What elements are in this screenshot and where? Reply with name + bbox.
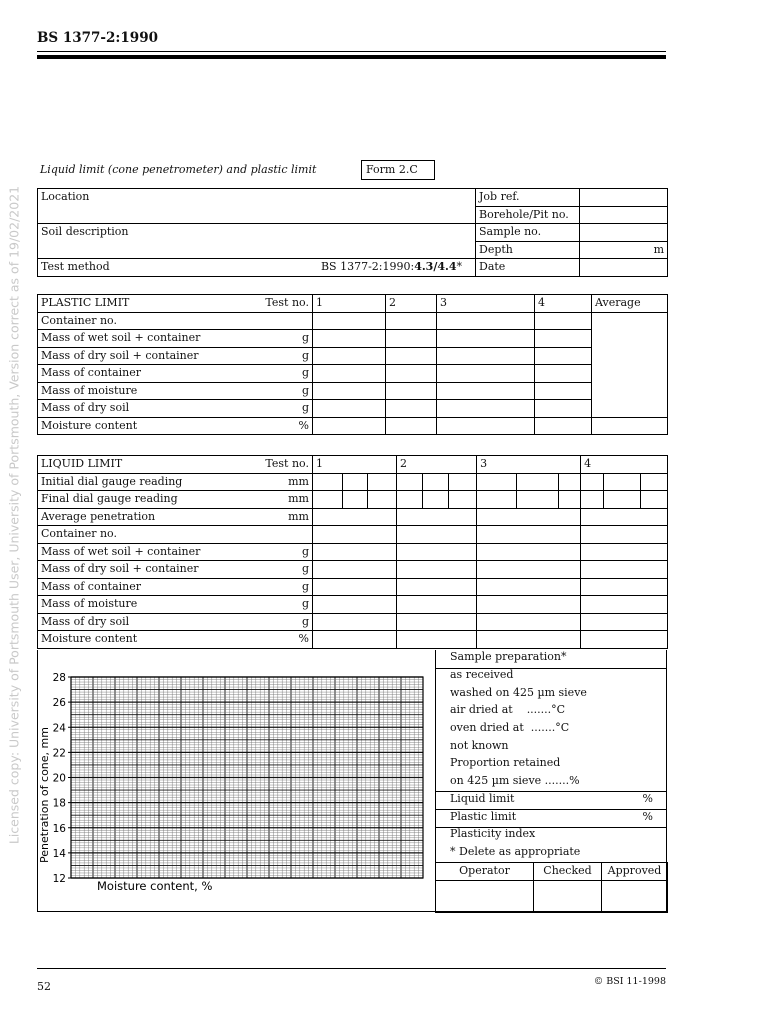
ll-row-label: Container no. [38, 526, 313, 544]
ll-cell[interactable] [397, 526, 477, 544]
info-table [37, 188, 668, 277]
ll-dial-cell[interactable] [368, 491, 397, 509]
pl-cell[interactable] [313, 400, 386, 418]
pl-cell[interactable] [313, 417, 386, 435]
ll-dial-cell[interactable] [368, 473, 397, 491]
ll-row-label: Mass of dry soil g [38, 613, 313, 631]
ll-cell[interactable] [477, 631, 581, 649]
pl-cell[interactable] [437, 382, 535, 400]
pl-cell[interactable] [313, 312, 386, 330]
ll-cell[interactable] [581, 526, 668, 544]
pl-cell[interactable] [437, 417, 535, 435]
pl-cell[interactable] [535, 347, 592, 365]
pl-row-label: Mass of dry soil + container g [38, 347, 313, 365]
chart-y-axis-label: Penetration of cone, mm [38, 727, 51, 863]
sample-prep-option[interactable]: not known [450, 739, 509, 752]
pl-row-label: Mass of moisture g [38, 382, 313, 400]
pl-cell[interactable] [386, 347, 437, 365]
ll-dial-cell[interactable] [559, 491, 581, 509]
y-tick-label: 18 [52, 797, 66, 810]
ll-dial-cell[interactable] [559, 473, 581, 491]
page-number: 52 [37, 980, 51, 993]
ll-cell[interactable] [397, 613, 477, 631]
penetration-chart[interactable] [37, 650, 435, 912]
ll-cell[interactable] [313, 543, 397, 561]
ll-dial-cell[interactable] [477, 473, 517, 491]
ll-dial-cell[interactable] [581, 491, 604, 509]
pl-col-1: 1 [313, 295, 386, 313]
sample-no-field[interactable] [580, 224, 668, 242]
pl-cell[interactable] [386, 417, 437, 435]
ll-cell[interactable] [313, 631, 397, 649]
form-code: Form 2.C [361, 160, 435, 180]
pl-average-cell[interactable] [592, 417, 668, 435]
sample-prep-option[interactable]: as received [450, 668, 514, 681]
pl-cell[interactable] [535, 400, 592, 418]
ll-cell[interactable] [581, 561, 668, 579]
liquid-limit-heading-cell: LIQUID LIMIT Test no. [38, 456, 313, 474]
plastic-limit-table [37, 294, 668, 435]
pl-cell[interactable] [437, 400, 535, 418]
ll-cell[interactable] [397, 508, 477, 526]
pl-cell[interactable] [386, 400, 437, 418]
sample-prep-heading: Sample preparation* [450, 650, 567, 663]
liquid-limit-table [37, 455, 668, 649]
pl-row-label: Mass of wet soil + container g [38, 330, 313, 348]
pl-cell[interactable] [535, 382, 592, 400]
ll-dial-cell[interactable] [397, 491, 423, 509]
location-field[interactable]: Location [38, 189, 476, 224]
ll-cell[interactable] [477, 508, 581, 526]
pl-cell[interactable] [386, 365, 437, 383]
copyright-notice: © BSI 11-1998 [593, 976, 666, 987]
pl-cell[interactable] [437, 365, 535, 383]
delete-note: * Delete as appropriate [450, 845, 581, 858]
ll-cell[interactable] [313, 578, 397, 596]
ll-cell[interactable] [477, 596, 581, 614]
ll-dial-cell[interactable] [477, 491, 517, 509]
pl-cell[interactable] [313, 382, 386, 400]
borehole-field[interactable] [580, 206, 668, 224]
sample-prep-option[interactable]: oven dried at .......°C [450, 721, 570, 734]
ll-cell[interactable] [313, 596, 397, 614]
y-tick-label: 24 [52, 722, 66, 735]
y-tick-label: 14 [52, 847, 66, 860]
ll-dial-cell[interactable] [343, 473, 368, 491]
pl-cell[interactable] [535, 417, 592, 435]
ll-cell[interactable] [477, 543, 581, 561]
ll-row-label: Mass of wet soil + container g [38, 543, 313, 561]
form-title: Liquid limit (cone penetrometer) and plastic limit [40, 163, 317, 176]
test-method-row: Test method BS 1377-2:1990:4.3/4.4* [38, 259, 476, 277]
pl-cell[interactable] [535, 365, 592, 383]
liquid-limit-result[interactable]: Liquid limit % [450, 792, 653, 805]
chart-x-axis-label: Moisture content, % [97, 879, 213, 893]
header-rule-thin [37, 51, 666, 52]
approved-field[interactable] [602, 880, 668, 912]
sample-prep-text[interactable]: on 425 µm sieve .......% [450, 774, 580, 787]
ll-cell[interactable] [397, 578, 477, 596]
ll-row-label: Initial dial gauge reading mm [38, 473, 313, 491]
pl-cell[interactable] [535, 312, 592, 330]
y-tick-label: 12 [52, 873, 66, 885]
pl-cell[interactable] [437, 330, 535, 348]
pl-cell[interactable] [386, 312, 437, 330]
pl-cell[interactable] [313, 365, 386, 383]
license-watermark [0, 160, 28, 870]
sample-prep-text: Proportion retained [450, 756, 561, 769]
ll-cell[interactable] [397, 631, 477, 649]
plasticity-index-result[interactable]: Plasticity index [450, 827, 536, 840]
header-rule-thick [37, 55, 666, 59]
soil-description-field[interactable]: Soil description [38, 224, 476, 259]
ll-dial-cell[interactable] [641, 473, 668, 491]
depth-field[interactable]: m [580, 241, 668, 259]
chart-grid [71, 677, 423, 878]
pl-col-2: 2 [386, 295, 437, 313]
date-label: Date [476, 259, 580, 277]
job-ref-label: Job ref. [476, 189, 580, 207]
ll-cell[interactable] [477, 526, 581, 544]
ll-row-label: Final dial gauge reading mm [38, 491, 313, 509]
ll-dial-cell[interactable] [581, 473, 604, 491]
sample-no-label: Sample no. [476, 224, 580, 242]
ll-cell[interactable] [313, 613, 397, 631]
watermark-text: Licensed copy: University of Portsmouth User, University of Portsmouth, Version correct as of 19/02/2021 [6, 185, 22, 845]
ll-dial-cell[interactable] [313, 491, 343, 509]
ll-cell[interactable] [313, 526, 397, 544]
ll-dial-cell[interactable] [449, 473, 477, 491]
y-tick-label: 20 [52, 772, 66, 785]
ll-cell[interactable] [581, 578, 668, 596]
ll-cell[interactable] [397, 561, 477, 579]
borehole-label: Borehole/Pit no. [476, 206, 580, 224]
y-tick-label: 28 [52, 672, 66, 684]
ll-dial-cell[interactable] [517, 473, 559, 491]
ll-dial-cell[interactable] [604, 491, 641, 509]
ll-cell[interactable] [397, 543, 477, 561]
sample-prep-option[interactable]: air dried at .......°C [450, 703, 566, 716]
checked-label: Checked [534, 863, 602, 881]
ll-row-label: Mass of dry soil + container g [38, 561, 313, 579]
document-title: BS 1377-2:1990 [37, 30, 158, 46]
ll-row-label: Mass of container g [38, 578, 313, 596]
ll-row-label: Average penetration mm [38, 508, 313, 526]
pl-row-label: Container no. [38, 312, 313, 330]
pl-cell[interactable] [313, 330, 386, 348]
pl-col-average: Average [592, 295, 668, 313]
ll-row-label: Mass of moisture g [38, 596, 313, 614]
ll-dial-cell[interactable] [604, 473, 641, 491]
ll-dial-cell[interactable] [517, 491, 559, 509]
pl-cell[interactable] [535, 330, 592, 348]
y-tick-label: 22 [52, 747, 66, 760]
ll-cell[interactable] [581, 543, 668, 561]
job-ref-field[interactable] [580, 189, 668, 207]
pl-col-4: 4 [535, 295, 592, 313]
y-tick-label: 16 [52, 822, 66, 835]
checked-field[interactable] [534, 880, 602, 912]
ll-col-2: 2 [397, 456, 477, 474]
footer-rule [37, 968, 666, 969]
pl-row-label: Mass of dry soil g [38, 400, 313, 418]
ll-cell[interactable] [313, 561, 397, 579]
ll-dial-cell[interactable] [343, 491, 368, 509]
pl-cell[interactable] [313, 347, 386, 365]
ll-cell[interactable] [581, 508, 668, 526]
ll-cell[interactable] [397, 596, 477, 614]
ll-dial-cell[interactable] [449, 491, 477, 509]
pl-cell[interactable] [386, 330, 437, 348]
ll-dial-cell[interactable] [397, 473, 423, 491]
test-method-value: BS 1377-2:1990:4.3/4.4* [320, 260, 462, 273]
pl-cell[interactable] [437, 347, 535, 365]
signoff-table [435, 862, 668, 913]
ll-cell[interactable] [581, 613, 668, 631]
approved-label: Approved [602, 863, 668, 881]
ll-cell[interactable] [313, 508, 397, 526]
ll-col-4: 4 [581, 456, 668, 474]
pl-cell[interactable] [386, 382, 437, 400]
y-tick-label: 26 [52, 697, 66, 710]
ll-cell[interactable] [477, 613, 581, 631]
ll-col-3: 3 [477, 456, 581, 474]
pl-row-label: Mass of container g [38, 365, 313, 383]
ll-cell[interactable] [581, 631, 668, 649]
ll-dial-cell[interactable] [423, 473, 449, 491]
operator-label: Operator [436, 863, 534, 881]
ll-dial-cell[interactable] [313, 473, 343, 491]
plastic-limit-heading-cell: PLASTIC LIMIT Test no. [38, 295, 313, 313]
operator-field[interactable] [436, 880, 534, 912]
pl-row-label: Moisture content % [38, 417, 313, 435]
ll-cell[interactable] [477, 578, 581, 596]
pl-col-3: 3 [437, 295, 535, 313]
date-field[interactable] [580, 259, 668, 277]
pl-cell[interactable] [437, 312, 535, 330]
pl-average-blank [592, 312, 668, 417]
ll-cell[interactable] [477, 561, 581, 579]
ll-row-label: Moisture content % [38, 631, 313, 649]
chart-y-ticks [53, 672, 71, 885]
plastic-limit-result[interactable]: Plastic limit % [450, 810, 653, 823]
depth-label: Depth [476, 241, 580, 259]
ll-dial-cell[interactable] [423, 491, 449, 509]
ll-cell[interactable] [581, 596, 668, 614]
sample-prep-option[interactable]: washed on 425 µm sieve [450, 686, 587, 699]
ll-col-1: 1 [313, 456, 397, 474]
ll-dial-cell[interactable] [641, 491, 668, 509]
